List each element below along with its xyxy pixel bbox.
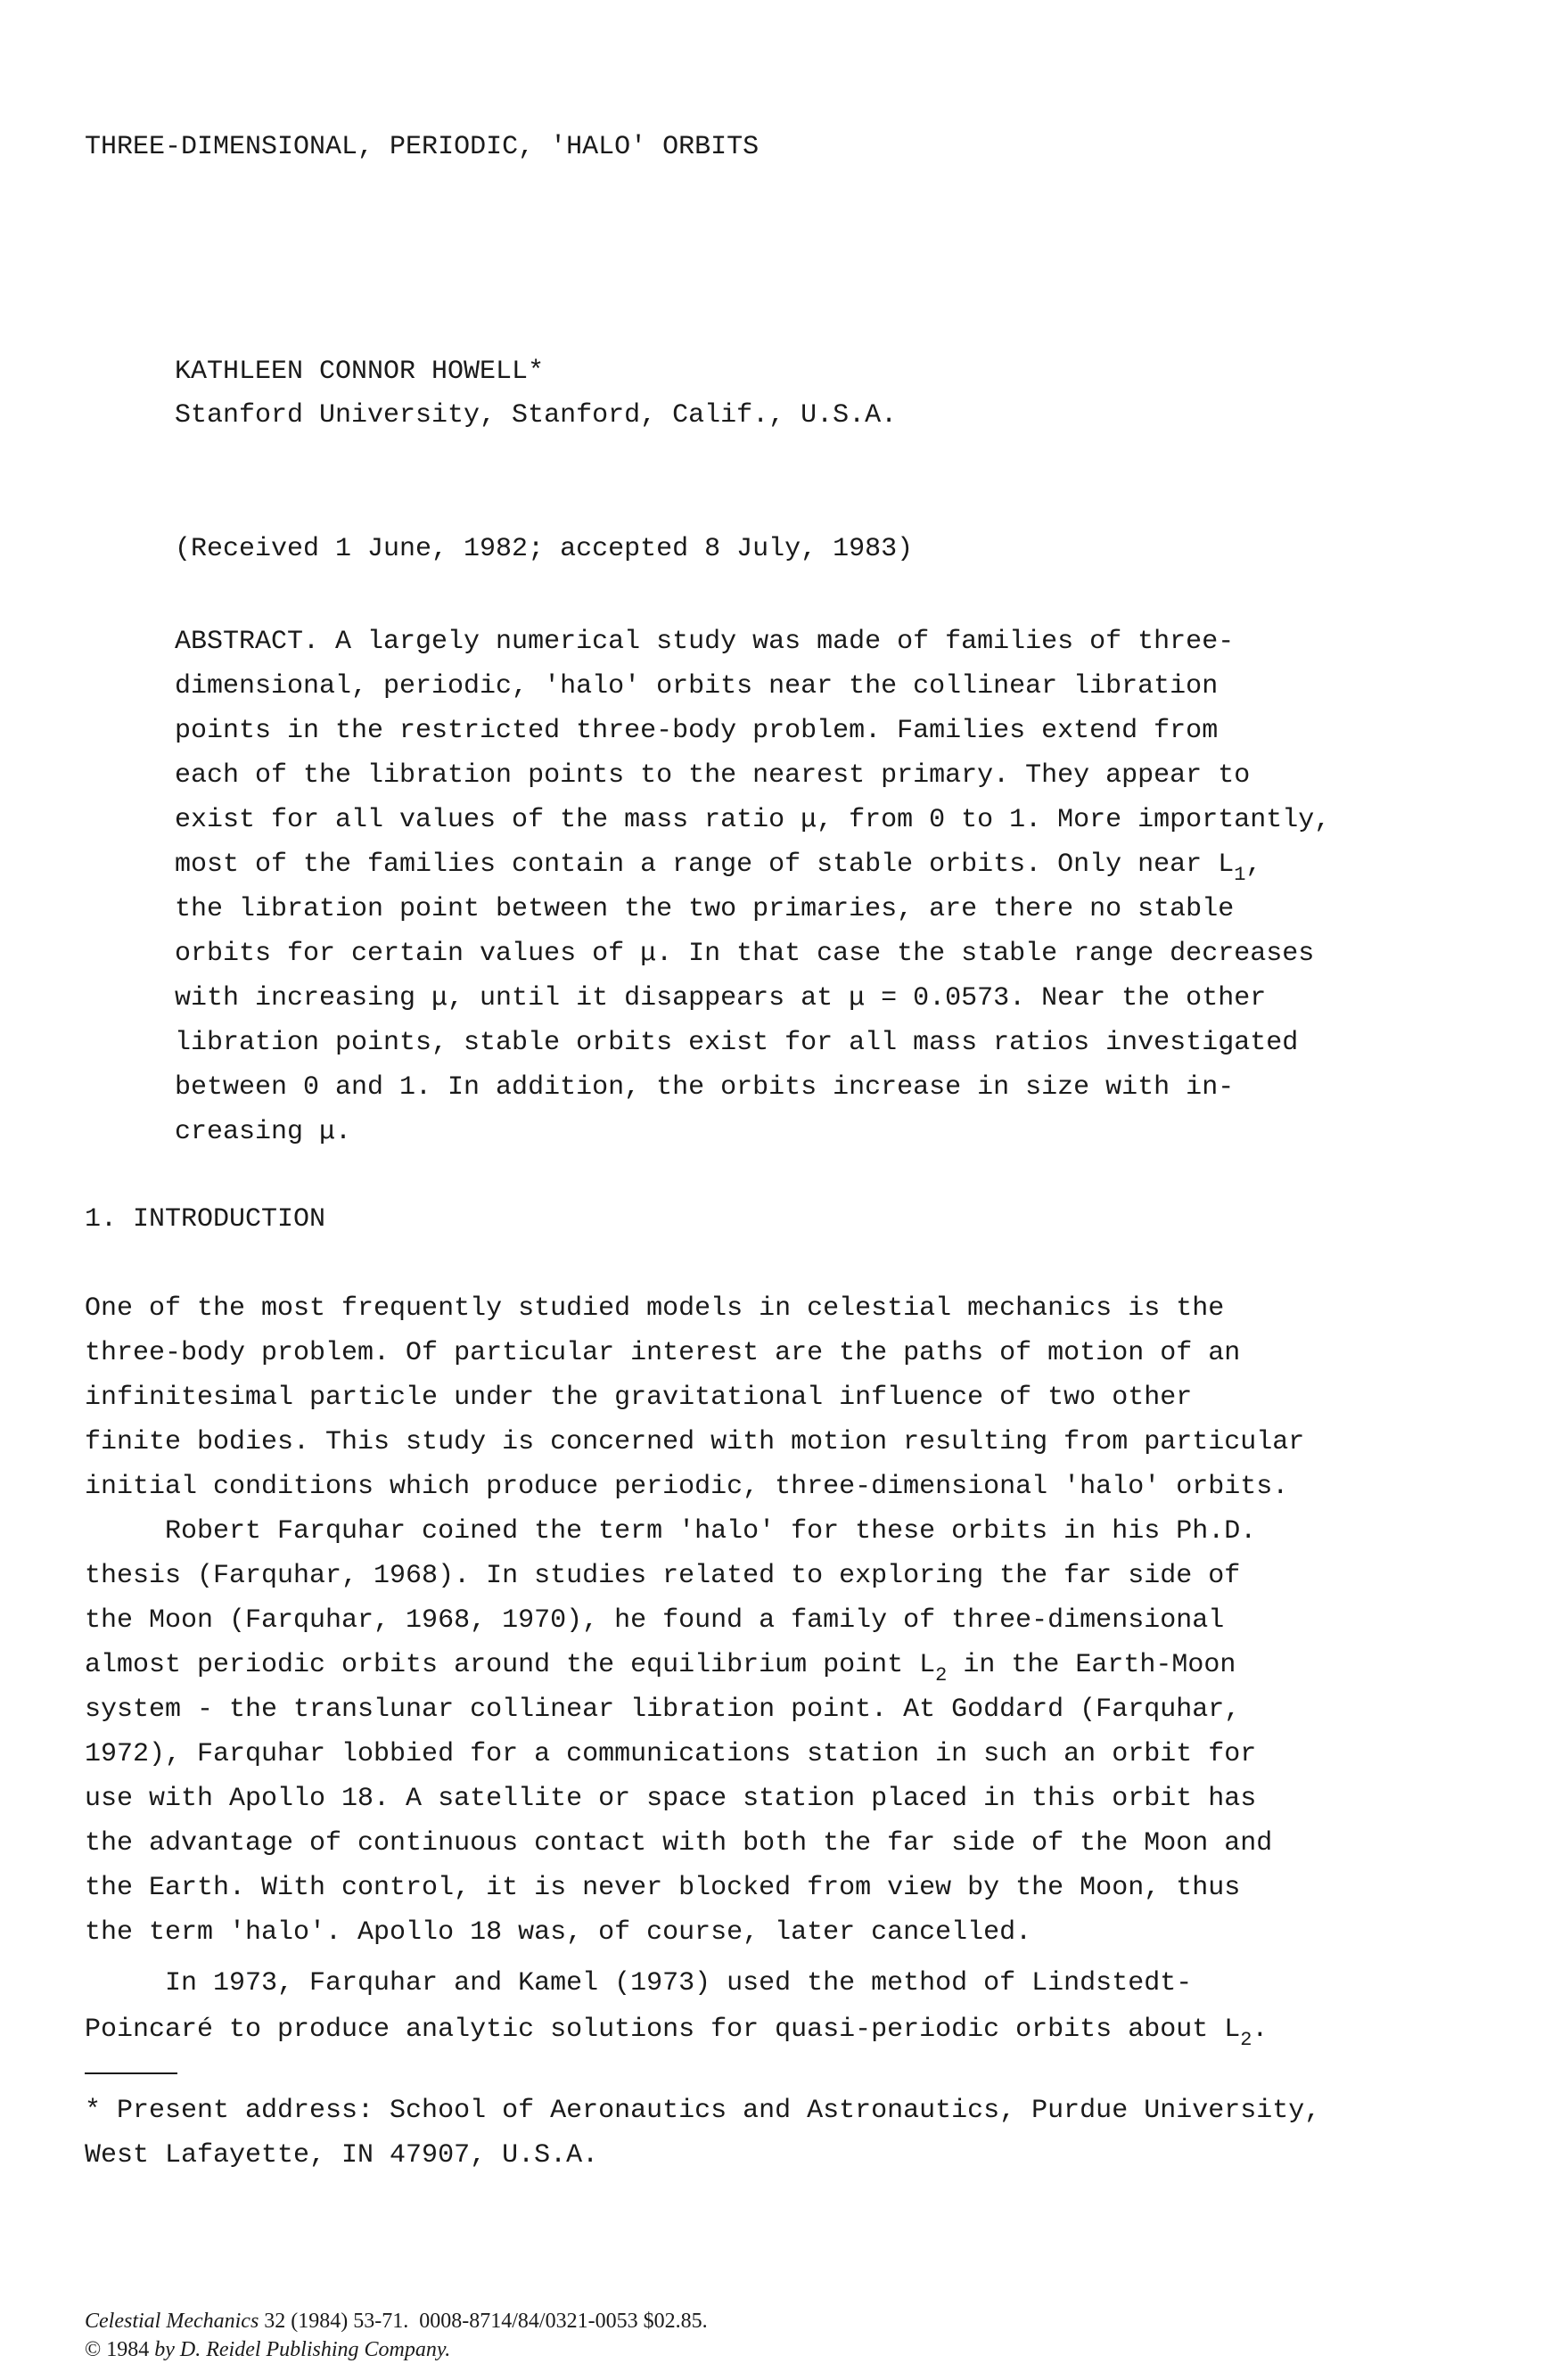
body-line bbox=[85, 1650, 1236, 1687]
abstract-line: dimensional, periodic, 'halo' orbits near the collinear libration bbox=[175, 671, 1219, 702]
abstract-line: points in the restricted three-body problem. Families extend from bbox=[175, 716, 1219, 746]
footnote-line: West Lafayette, IN 47907, U.S.A. bbox=[85, 2140, 599, 2171]
abstract-line: with increasing μ, until it disappears at μ = 0.0573. Near the other bbox=[175, 983, 1267, 1014]
footnote-line: * Present address: School of Aeronautics and Astronautics, Purdue University, bbox=[85, 2096, 1321, 2126]
body-line bbox=[85, 2015, 1269, 2051]
body-line-text: almost periodic orbits around the equilibrium point L bbox=[85, 1650, 936, 1680]
body-line: 1972), Farquhar lobbied for a communications station in such an orbit for bbox=[85, 1739, 1257, 1769]
subscript: 1 bbox=[1234, 864, 1246, 886]
section-heading: 1. INTRODUCTION bbox=[85, 1204, 326, 1235]
abstract-line-tail: , bbox=[1245, 849, 1262, 880]
body-line-tail: in the Earth-Moon bbox=[947, 1650, 1236, 1680]
body-line: initial conditions which produce periodic, three-dimensional 'halo' orbits. bbox=[85, 1472, 1289, 1502]
publisher-name: by D. Reidel Publishing Company. bbox=[154, 2338, 451, 2361]
copyright-symbol: © 1984 bbox=[85, 2338, 155, 2361]
body-line: the term 'halo'. Apollo 18 was, of course, later cancelled. bbox=[85, 1917, 1032, 1948]
abstract-line: between 0 and 1. In addition, the orbits increase in size with in- bbox=[175, 1072, 1235, 1103]
journal-name: Celestial Mechanics bbox=[85, 2310, 259, 2333]
body-line: the advantage of continuous contact with both the far side of the Moon and bbox=[85, 1828, 1273, 1859]
abstract-line: the libration point between the two primaries, are there no stable bbox=[175, 894, 1235, 924]
subscript: 2 bbox=[1240, 2029, 1252, 2051]
copyright-line bbox=[85, 2339, 450, 2360]
body-line: infinitesimal particle under the gravitational influence of two other bbox=[85, 1383, 1193, 1413]
abstract-line: each of the libration points to the nearest primary. They appear to bbox=[175, 760, 1251, 791]
body-line: finite bodies. This study is concerned with motion resulting from particular bbox=[85, 1427, 1305, 1457]
abstract-line-text: most of the families contain a range of stable orbits. Only near L bbox=[175, 849, 1235, 880]
abstract-line: exist for all values of the mass ratio μ, from 0 to 1. More importantly, bbox=[175, 805, 1331, 835]
body-line: system - the translunar collinear libration point. At Goddard (Farquhar, bbox=[85, 1695, 1241, 1725]
abstract-line bbox=[175, 849, 1262, 886]
journal-citation bbox=[85, 2310, 708, 2332]
body-line: use with Apollo 18. A satellite or space station placed in this orbit has bbox=[85, 1784, 1257, 1814]
author-affiliation: Stanford University, Stanford, Calif., U.S.A. bbox=[175, 400, 898, 431]
body-line: the Earth. With control, it is never blocked from view by the Moon, thus bbox=[85, 1873, 1241, 1903]
paper-title: THREE-DIMENSIONAL, PERIODIC, 'HALO' ORBITS bbox=[85, 132, 760, 162]
subscript: 2 bbox=[935, 1664, 948, 1687]
abstract-line: ABSTRACT. A largely numerical study was made of families of three- bbox=[175, 627, 1235, 657]
body-line: the Moon (Farquhar, 1968, 1970), he found a family of three-dimensional bbox=[85, 1605, 1225, 1636]
body-line-text: Poincaré to produce analytic solutions for quasi-periodic orbits about L bbox=[85, 2015, 1241, 2045]
body-line: three-body problem. Of particular interest are the paths of motion of an bbox=[85, 1338, 1241, 1368]
body-line: thesis (Farquhar, 1968). In studies related to exploring the far side of bbox=[85, 1561, 1241, 1591]
author-name: KATHLEEN CONNOR HOWELL* bbox=[175, 357, 545, 387]
citation-details: 32 (1984) 53-71. 0008-8714/84/0321-0053 $02.85. bbox=[259, 2310, 708, 2333]
abstract-line: creasing μ. bbox=[175, 1117, 352, 1147]
body-line-tail: . bbox=[1252, 2015, 1269, 2045]
footnote-separator bbox=[85, 2072, 177, 2074]
body-line: One of the most frequently studied models in celestial mechanics is the bbox=[85, 1293, 1225, 1324]
body-line: Robert Farquhar coined the term 'halo' for these orbits in his Ph.D. bbox=[85, 1516, 1257, 1547]
received-dates: (Received 1 June, 1982; accepted 8 July, 1983) bbox=[175, 534, 914, 564]
abstract-line: orbits for certain values of μ. In that case the stable range decreases bbox=[175, 939, 1315, 969]
abstract-line: libration points, stable orbits exist for all mass ratios investigated bbox=[175, 1028, 1299, 1058]
body-line: In 1973, Farquhar and Kamel (1973) used the method of Lindstedt- bbox=[85, 1968, 1193, 1998]
